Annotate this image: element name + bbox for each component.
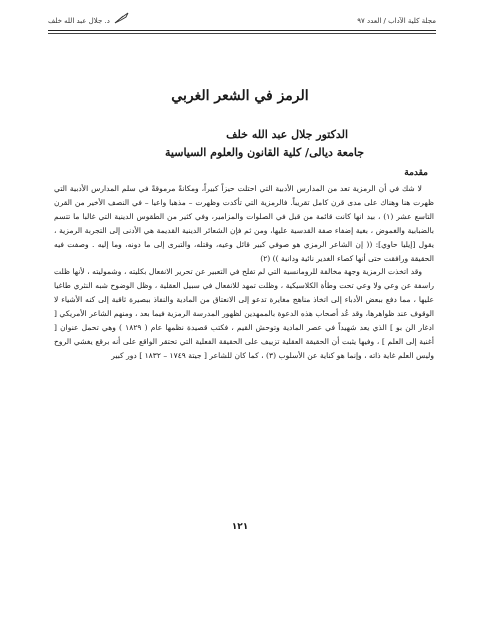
header-rule-thin	[48, 33, 436, 34]
feather-pen-icon	[114, 12, 130, 24]
article-body	[54, 182, 434, 363]
header-author: د. جلال عبد الله خلف	[48, 17, 110, 25]
article-author: الدكتور جلال عبد الله خلف	[226, 128, 348, 141]
header-rule	[48, 30, 436, 31]
running-header	[48, 14, 436, 30]
journal-name: مجلة كلية الآداب / العدد ٩٧	[357, 17, 436, 25]
paragraph: وقد اتخذت الرمزية وجهة مخالفة للرومانسية التي لم تفلح في التعبير عن تحرير الانفعال بكليته ، وشموليته ، لأنها ظلت راسفة عن وعي ولا وعي تحت وطأة الكلاسيكية ، وظلت تمهد للانفعال في سبيل العقلية ، وظل الوضوح شبه النثري طاغيا عليها ، مما دفع ببعض الأدباء إلى اتخاذ مناهج مغايرة تدعو إلى الانعتاق من المادية والنفاذ ببصيرة ثاقبة إلى كنه الأشياء لا الوقوف عند ظواهرها، وقد عُد أصحاب هذه الدعوة بالممهدين لظهور المدرسة الرمزية فيما بعد ، ومنهم الشاعر الأمريكي [ ادغار الن بو ] الذي يعد شهيداً في عصر المادية وتوحش القيم ، فكتب قصيدة نظمها عام ( ١٨٢٩ ) وهي تحمل عنوان [ أغنية إلى العلم ] ، وفيها يثبت أن الحقيقة العقلية تزييف على الحقيقة الفعلية التي تحتقر الواقع على أنه برقع يغشي الروح وليس العلم غاية ذاته ، وإنما هو كناية عن الأسلوب (٣) ، كما كان للشاعر [ جيتة ١٧٤٩ – ١٨٣٢ ] دور كبير	[54, 267, 434, 360]
page-number: ١٢١	[231, 522, 249, 532]
section-heading: مقدمة	[404, 168, 428, 178]
article-affiliation: جامعة ديالى/ كلية القانون والعلوم السياسية	[165, 146, 364, 159]
paragraph: لا شك في أن الرمزية تعد من المدارس الأدبية التي احتلت حيزاً كبيراً، ومكانةً مرموقةً في سلم المدارس الأدبية التي ظهرت هنا وهناك على مدى قرن كامل تقريباً. فالرمزية التي تأكدت وظهرت – مذهبا واعيا – في النصف الأخير من القرن التاسع عشر (١) ، بيد انها كانت قائمة من قبل في الصلوات والمزامير، وفي كثير من الطقوس الدينية التي غالبا ما تتسم بالضبابية والغموض ، بغية إضفاء صفة القدسية عليها، ومن ثم فإن الشعائر الدينية القديمة هي الأدنى إلى التجربة الرمزية ، يقول [إيليا حاوي]: (( إن الشاعر الرمزي هو صوفي كبير قائل وعيه، وقتله، والتبرى إلى ما دونه، وما إليه . وصفت فيه الحقيقة ورافقت حتى أنها كصاء الغدير نائية ودانية )) (٢)	[54, 184, 435, 263]
article-title: الرمز في الشعر الغربي	[171, 88, 309, 104]
